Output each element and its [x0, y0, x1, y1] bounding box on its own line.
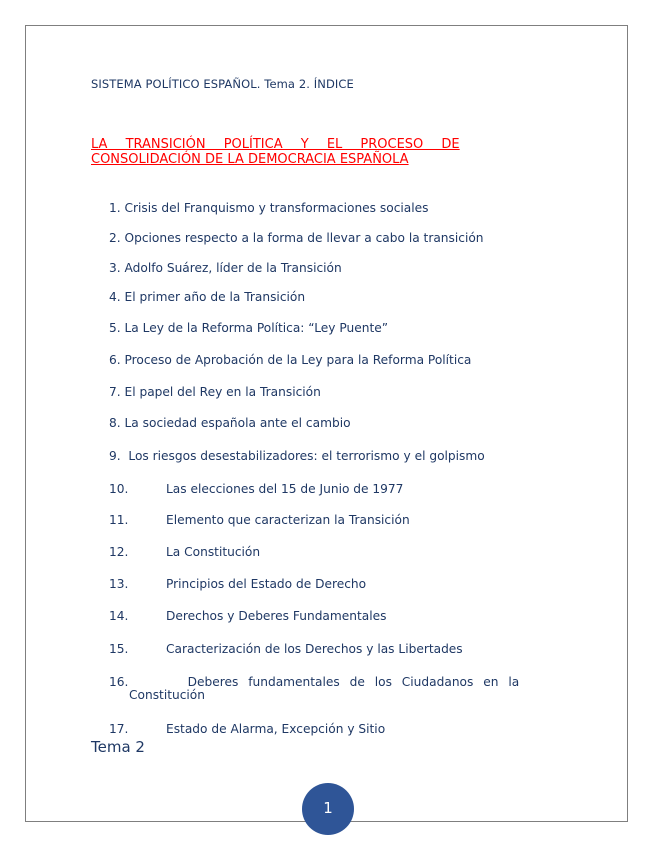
toc-item: 11. Elemento que caracterizan la Transición: [109, 513, 410, 527]
toc-item: 17. Estado de Alarma, Excepción y Sitio: [109, 722, 386, 736]
toc-item: 13. Principios del Estado de Derecho: [109, 577, 367, 591]
footer-label: Tema 2: [91, 738, 145, 756]
page-number-badge: 1: [302, 783, 354, 835]
toc-item: 4. El primer año de la Transición: [109, 290, 306, 304]
toc-item: 7. El papel del Rey en la Transición: [109, 385, 321, 399]
toc-item: 12. La Constitución: [109, 545, 261, 559]
document-title: [91, 137, 563, 167]
title-line-1: LA TRANSICIÓN POLÍTICA Y EL PROCESO DE: [91, 137, 460, 152]
toc-item: 9. Los riesgos desestabilizadores: el terrorismo y el golpismo: [109, 449, 485, 463]
toc-item: 16. Deberes fundamentales de los Ciudadanos en la Constitución: [109, 675, 520, 702]
title-line-2: CONSOLIDACIÓN DE LA DEMOCRACIA ESPAÑOLA: [91, 152, 409, 167]
toc-item: 15. Caracterización de los Derechos y las Libertades: [109, 642, 463, 656]
toc-item: 2. Opciones respecto a la forma de llevar a cabo la transición: [109, 231, 484, 245]
toc-item: 10. Las elecciones del 15 de Junio de 1977: [109, 482, 404, 496]
document-header: SISTEMA POLÍTICO ESPAÑOL. Tema 2. ÍNDICE: [91, 77, 354, 91]
toc-item: 3. Adolfo Suárez, líder de la Transición: [109, 261, 342, 275]
toc-item: 6. Proceso de Aprobación de la Ley para la Reforma Política: [109, 353, 472, 367]
toc-item: 14. Derechos y Deberes Fundamentales: [109, 609, 387, 623]
toc-item: 8. La sociedad española ante el cambio: [109, 416, 351, 430]
toc-item: 5. La Ley de la Reforma Política: “Ley Puente”: [109, 321, 389, 335]
toc-item: 1. Crisis del Franquismo y transformaciones sociales: [109, 201, 429, 215]
